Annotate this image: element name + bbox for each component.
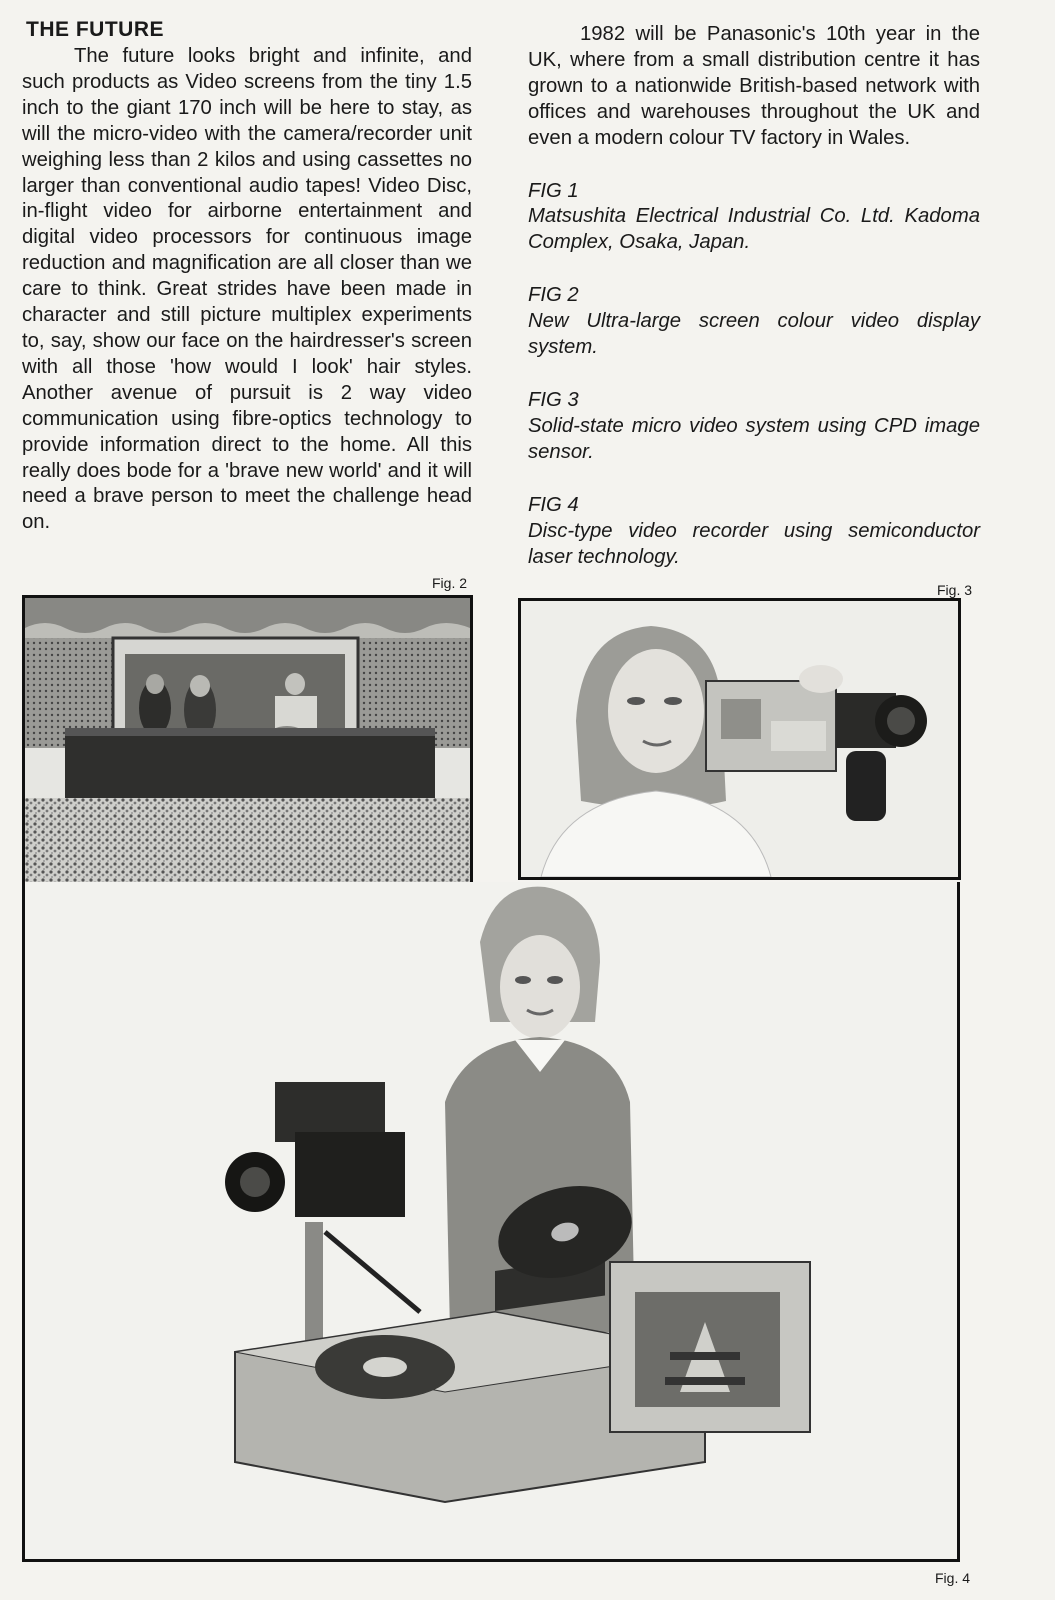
fig2-caption-block bbox=[528, 283, 980, 361]
fig1-label: FIG 1 bbox=[528, 179, 579, 202]
fig3-label: FIG 3 bbox=[528, 388, 579, 411]
fig4-photo bbox=[22, 882, 960, 1562]
panasonic-paragraph: 1982 will be Panasonic's 10th year in the UK, where from a small distribution centre it has grown to a nationwide British-based network with offices and warehouses throughout the UK and even a modern colour TV factory in Wales. bbox=[528, 23, 980, 149]
left-column bbox=[22, 18, 472, 536]
section-heading: THE FUTURE bbox=[26, 18, 164, 41]
fig4-label: FIG 4 bbox=[528, 493, 579, 516]
fig2-label: FIG 2 bbox=[528, 284, 579, 307]
fig2-marker: Fig. 2 bbox=[432, 575, 468, 591]
fig3-caption: Solid-state micro video system using CPD image sensor. bbox=[528, 414, 980, 463]
disc-recorder-illustration bbox=[25, 882, 957, 1559]
fig4-caption-block bbox=[528, 493, 980, 571]
fig2-caption: New Ultra-large screen colour video display system. bbox=[528, 310, 980, 359]
camera-woman-illustration bbox=[521, 601, 958, 877]
future-paragraph: The future looks bright and infinite, and such products as Video screens from the tiny 1.5 inch to the giant 170 inch will be here to stay, as will the micro-video with the camera/recorder unit weighing less than 2 kilos and using cassettes no larger than conventional audio tapes! Video Disc, in-flight video for airborne entertainment and digital video processors for continuous image reduction and magnification are all closer than we care to think. Great strides have been made in character and still picture multiplex experiments to, say, show our face on the hairdresser's screen with all those 'how would I look' hair styles. Another avenue of pursuit is 2 way video communication using fibre-optics technology to provide information direct to the home. All this really does bode for a 'brave new world' and it will need a brave person to meet the challenge head on. bbox=[22, 45, 472, 534]
fig1-caption-block bbox=[528, 179, 980, 257]
fig3-caption-block bbox=[528, 388, 980, 466]
fig4-caption: Disc-type video recorder using semiconductor laser technology. bbox=[528, 519, 980, 568]
fig1-caption: Matsushita Electrical Industrial Co. Ltd. Kadoma Complex, Osaka, Japan. bbox=[528, 205, 980, 254]
fig3-photo bbox=[518, 598, 961, 880]
right-column bbox=[528, 22, 980, 570]
fig4-marker: Fig. 4 bbox=[935, 1570, 971, 1586]
fig3-marker: Fig. 3 bbox=[937, 582, 973, 598]
